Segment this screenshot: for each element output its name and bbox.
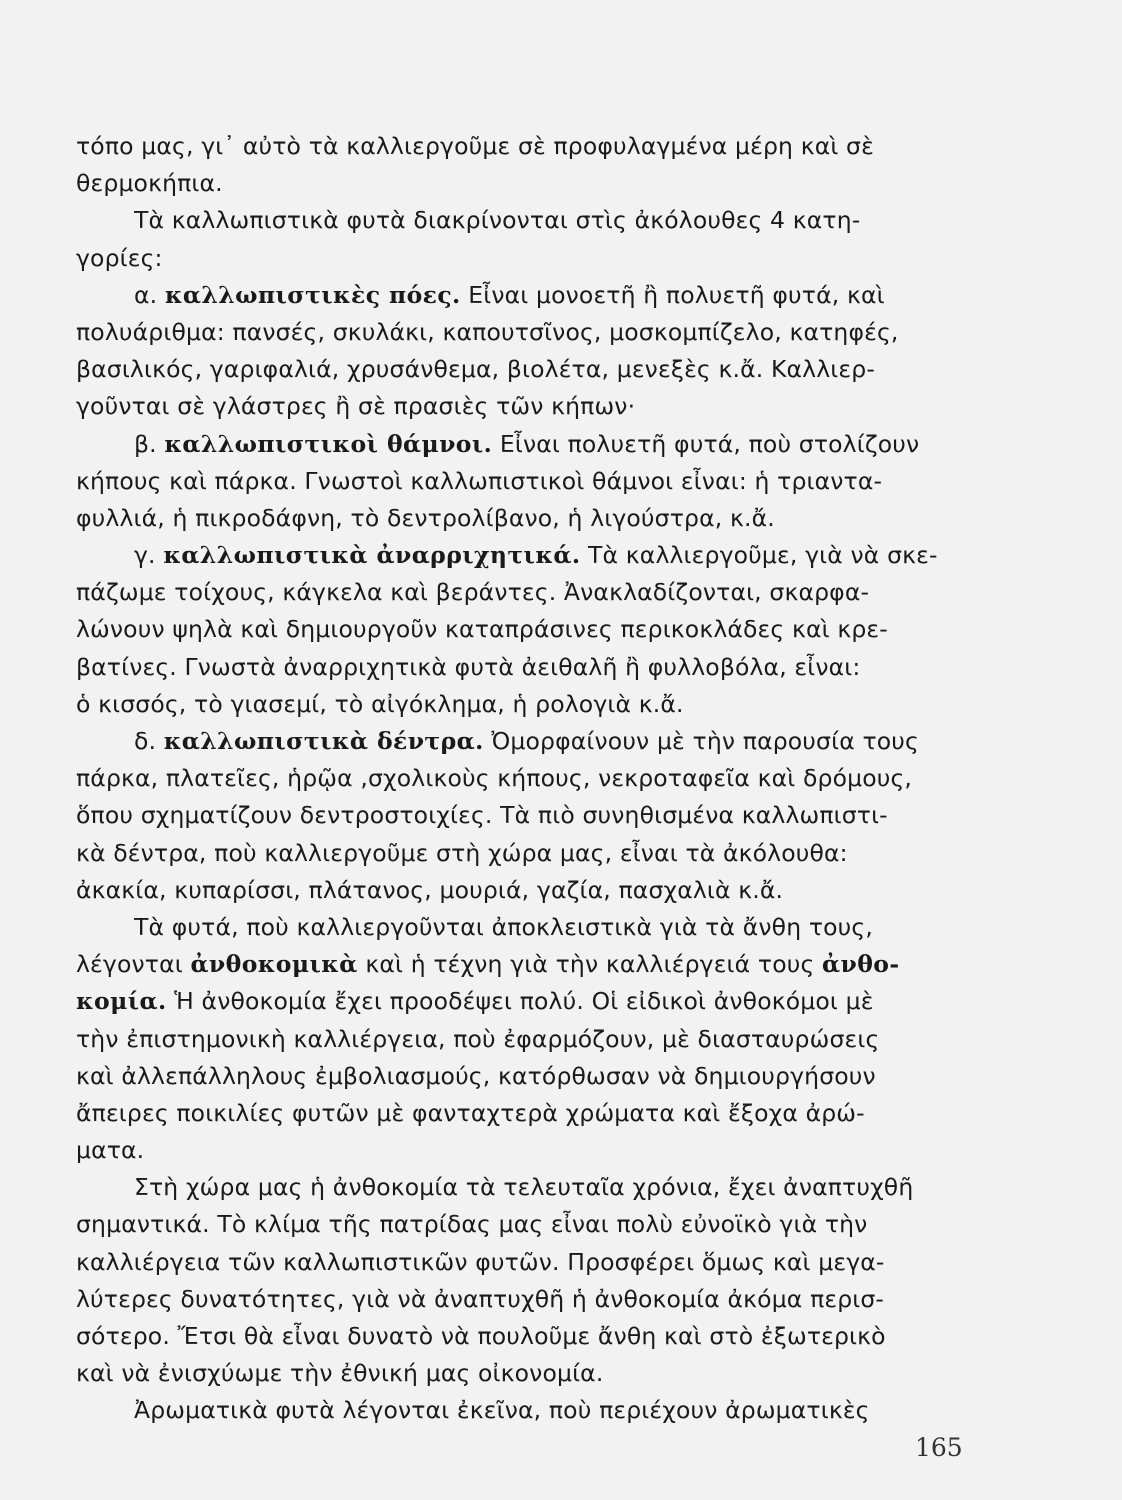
bold-term: καλλωπιστικοὶ θάμνοι. [164,429,493,458]
bold-term: καλλωπιστικὰ ἀναρριχητικά. [163,541,581,570]
text-run: β. [134,429,165,458]
text-line [76,426,974,463]
text-line [76,1021,974,1058]
text-line [76,1095,974,1132]
paragraph [76,537,974,723]
text-line [76,165,974,202]
text-line [76,1206,974,1243]
text-run: λέγονται [76,950,191,979]
text-run: βατίνες. Γνωστὰ ἀναρριχητικὰ φυτὰ ἀειθαλῆ ἢ φυλλοβόλα, εἶναι: [76,652,861,681]
text-run: σημαντικά. Τὸ κλίμα τῆς πατρίδας μας εἶναι πολὺ εὐνοϊκὸ γιὰ τὴν [76,1210,868,1239]
text-run: γ. [134,541,164,570]
text-run: γοῦνται σὲ γλάστρες ἢ σὲ πρασιὲς τῶν κήπων· [76,392,636,421]
paragraph [76,128,974,202]
text-line [76,388,974,425]
text-run: φυλλιά, ἡ πικροδάφνη, τὸ δεντρολίβανο, ἡ λιγούστρα, κ.ἄ. [76,503,775,532]
bold-term: ἀνθο- [822,950,900,979]
paragraph [76,723,974,909]
paragraph [76,202,974,276]
text-line [76,277,974,314]
text-line [76,649,974,686]
text-run: Τὰ καλλιεργοῦμε, γιὰ νὰ σκε- [580,541,938,570]
text-line [76,1392,974,1429]
paragraph [76,277,974,426]
text-run: καὶ ἀλλεπάλληλους ἐμβολιασμούς, κατόρθωσαν νὰ δημιουργήσουν [76,1061,876,1090]
text-line [76,723,974,760]
book-page-body [76,128,974,1430]
bold-term: καλλωπιστικὰ δέντρα. [163,727,484,755]
text-line [76,1355,974,1392]
text-run: γορίες: [76,243,163,272]
text-line [76,872,974,909]
bold-term: ἀνθοκομικὰ [190,950,358,979]
text-run: λύτερες δυνατότητες, γιὰ νὰ ἀναπτυχθῆ ἡ ἀνθοκομία ἀκόμα περισ- [76,1284,885,1313]
text-run: καὶ νὰ ἐνισχύωμε τὴν ἐθνική μας οἰκονομία. [76,1359,604,1388]
text-run: λώνουν ψηλὰ καὶ δημιουργοῦν καταπράσινες περικοκλάδες καὶ κρε- [76,615,888,644]
text-run: ματα. [76,1136,145,1165]
text-line [76,1281,974,1318]
text-run: τὴν ἐπιστημονικὴ καλλιέργεια, ποὺ ἐφαρμόζουν, μὲ διασταυρώσεις [76,1024,880,1053]
paragraph [76,1392,974,1429]
text-run: ἀκακία, κυπαρίσσι, πλάτανος, μουριά, γαζία, πασχαλιὰ κ.ἄ. [76,875,784,904]
page-number: 165 [915,1433,963,1462]
text-line [76,351,974,388]
text-run: σότερο. Ἔτσι θὰ εἶναι δυνατὸ νὰ πουλοῦμε ἄνθη καὶ στὸ ἐξωτερικὸ [76,1322,886,1350]
text-run: κήπους καὶ πάρκα. Γνωστοὶ καλλωπιστικοὶ θάμνοι εἶναι: ἡ τριαντα- [76,466,883,495]
text-line [76,128,974,165]
text-run: θερμοκήπια. [76,169,223,198]
text-line [76,983,974,1020]
text-line [76,202,974,239]
paragraph [76,1169,974,1392]
text-run: α. [134,280,165,309]
bold-term: κομία. [76,987,167,1016]
paragraph [76,909,974,1169]
text-run: Ὀμορφαίνουν μὲ τὴν παρουσία τους [483,727,919,755]
text-run: πάζωμε τοίχους, κάγκελα καὶ βεράντες. Ἀνακλαδίζονται, σκαρφα- [76,578,870,607]
text-line [76,574,974,611]
text-line [76,686,974,723]
text-run: καὶ ἡ τέχνη γιὰ τὴν καλλιέργειά τους [357,950,823,979]
text-run: πολυάριθμα: πανσές, σκυλάκι, καπουτσῖνος, μοσκομπίζελο, κατηφές, [76,317,899,346]
text-run: κὰ δέντρα, ποὺ καλλιεργοῦμε στὴ χώρα μας, εἶναι τὰ ἀκόλουθα: [76,838,848,867]
text-run: Ἡ ἀνθοκομία ἔχει προοδέψει πολύ. Οἱ εἰδικοὶ ἀνθοκόμοι μὲ [166,987,874,1016]
text-line [76,946,974,983]
text-run: Τὰ φυτά, ποὺ καλλιεργοῦνται ἀποκλειστικὰ γιὰ τὰ ἄνθη τους, [134,912,873,941]
text-line [76,1132,974,1169]
text-run: πάρκα, πλατεῖες, ἡρῷα ,σχολικοὺς κήπους, νεκροταφεῖα καὶ δρόμους, [76,764,913,793]
text-line [76,1318,974,1355]
text-line [76,909,974,946]
text-run: Εἶναι μονοετῆ ἢ πολυετῆ φυτά, καὶ [460,280,885,309]
text-line [76,797,974,834]
text-line [76,463,974,500]
text-run: ὁ κισσός, τὸ γιασεμί, τὸ αἰγόκλημα, ἡ ρολογιὰ κ.ἄ. [76,689,684,718]
bold-term: καλλωπιστικὲς πόες. [164,280,461,309]
text-run: Ἀρωματικὰ φυτὰ λέγονται ἐκεῖνα, ποὺ περιέχουν ἀρωματικὲς [134,1396,870,1425]
text-line [76,537,974,574]
text-run: ὅπου σχηματίζουν δεντροστοιχίες. Τὰ πιὸ συνηθισμένα καλλωπιστι- [76,801,888,830]
text-run: δ. [134,727,164,755]
text-line [76,1169,974,1206]
text-run: Στὴ χώρα μας ἡ ἀνθοκομία τὰ τελευταῖα χρόνια, ἔχει ἀναπτυχθῆ [134,1173,914,1202]
text-line [76,500,974,537]
text-line [76,611,974,648]
text-run: βασιλικός, γαριφαλιά, χρυσάνθεμα, βιολέτα, μενεξὲς κ.ἄ. Καλλιερ- [76,355,875,384]
text-line [76,760,974,797]
text-run: Εἶναι πολυετῆ φυτά, ποὺ στολίζουν [492,429,920,458]
text-line [76,1058,974,1095]
text-run: τόπο μας, γι᾽ αὐτὸ τὰ καλλιεργοῦμε σὲ προφυλαγμένα μέρη καὶ σὲ [76,132,874,160]
text-run: Τὰ καλλωπιστικὰ φυτὰ διακρίνονται στὶς ἀκόλουθες 4 κατη- [134,206,861,235]
text-run: καλλιέργεια τῶν καλλωπιστικῶν φυτῶν. Προσφέρει ὅμως καὶ μεγα- [76,1247,885,1276]
text-line [76,835,974,872]
paragraph [76,426,974,538]
text-line [76,314,974,351]
text-run: ἄπειρες ποικιλίες φυτῶν μὲ φανταχτερὰ χρώματα καὶ ἔξοχα ἀρώ- [76,1098,865,1127]
text-line [76,1244,974,1281]
text-line [76,240,974,277]
